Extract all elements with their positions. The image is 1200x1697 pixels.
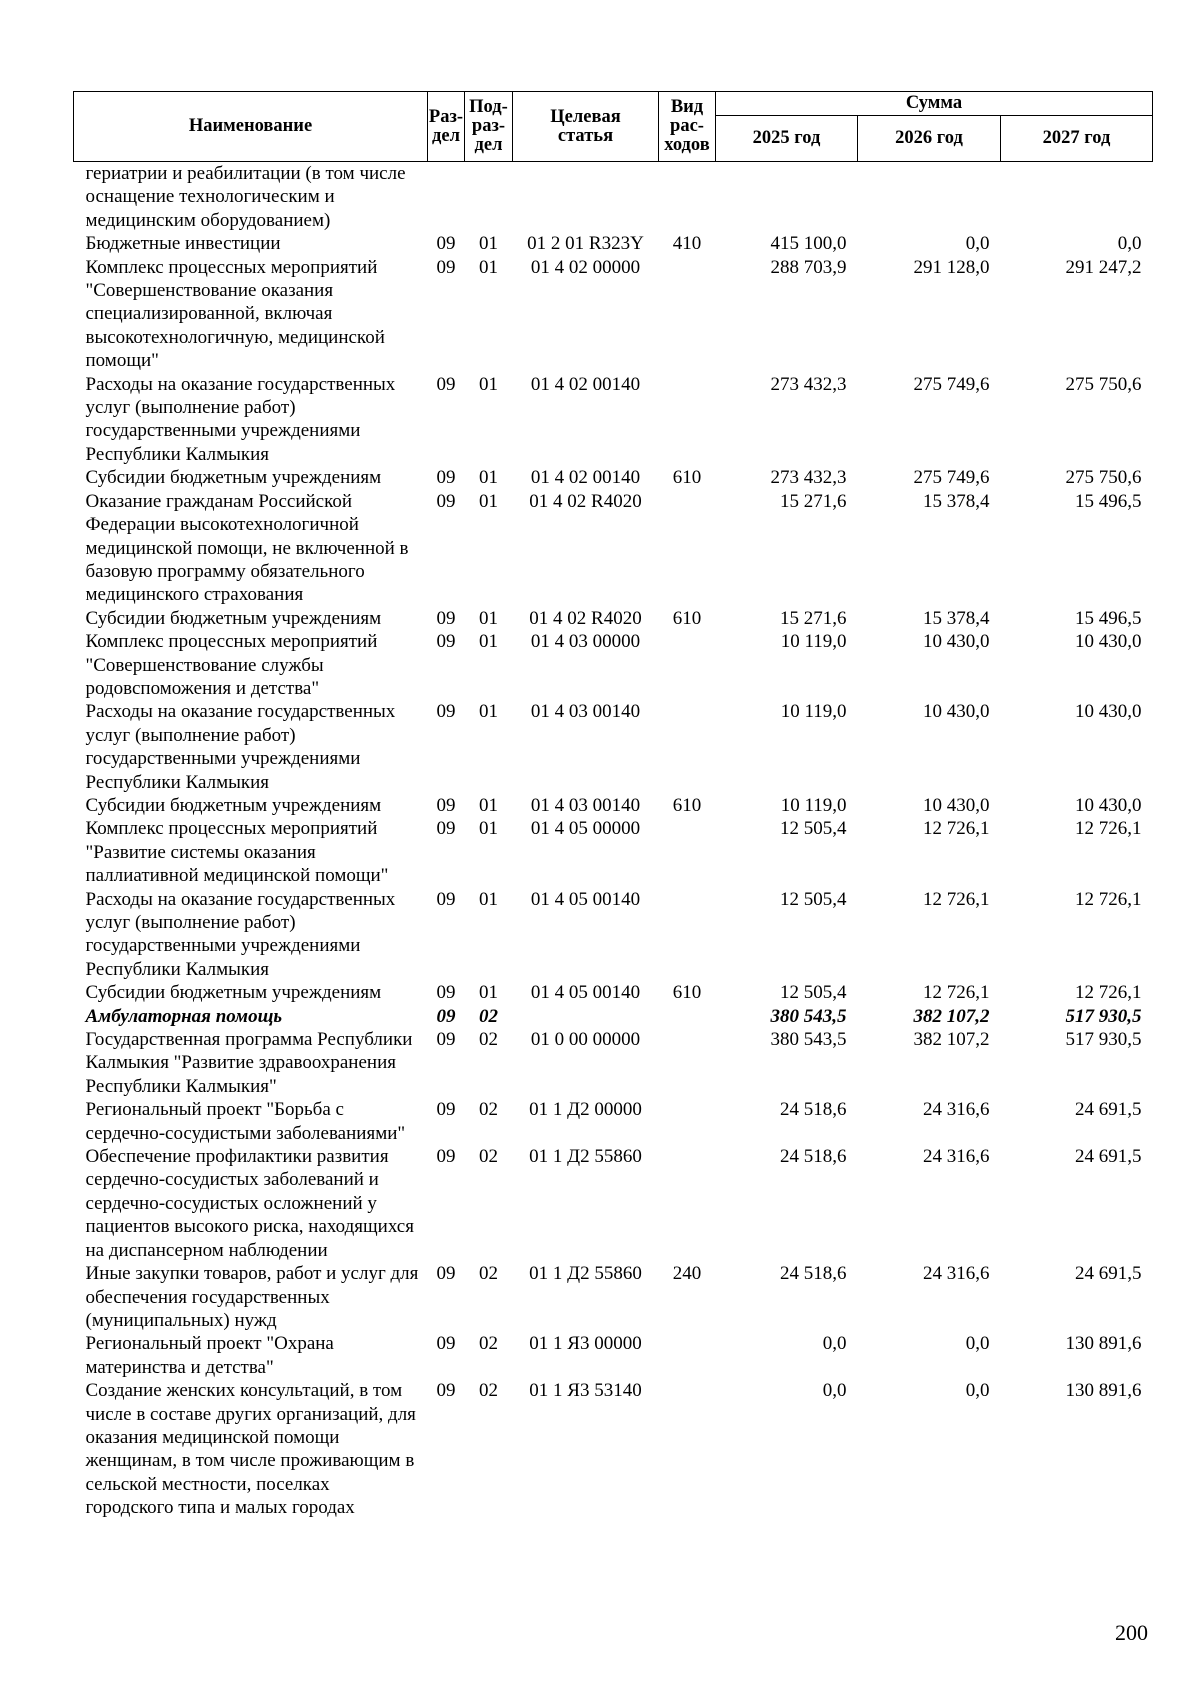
row-subsection: 01 <box>479 490 498 512</box>
row-sum-2026: 0,0 <box>965 233 990 255</box>
row-name: Расходы на оказание государственных услуг (выполнение работ) государственными учреждениями Республики Калмыкия <box>85 888 396 980</box>
row-name: Субсидии бюджетным учреждениям <box>85 607 382 629</box>
row-sum-2026: 291 128,0 <box>913 256 990 278</box>
row-article: 01 1 Д2 55860 <box>529 1146 642 1168</box>
row-section: 09 <box>436 490 456 512</box>
row-sum-2025 <box>716 162 858 233</box>
row-sum-2027: 24 691,5 <box>1075 1099 1142 1121</box>
row-article: 01 1 Я3 00000 <box>529 1333 642 1355</box>
row-sum-2027: 517 930,5 <box>1065 1029 1142 1051</box>
row-name: Комплекс процессных мероприятий "Совершенствование службы родовспоможения и детства" <box>85 631 378 699</box>
row-sum-2027 <box>1001 162 1153 233</box>
table-row <box>74 1005 1153 1028</box>
row-section: 09 <box>436 1146 456 1168</box>
row-name: Расходы на оказание государственных услуг (выполнение работ) государственными учреждениями Республики Калмыкия <box>85 373 396 465</box>
budget-table <box>73 91 1153 1520</box>
row-section: 09 <box>436 701 456 723</box>
row-sum-2026: 0,0 <box>965 1380 990 1402</box>
table-row <box>74 1098 1153 1145</box>
row-sum-2027: 12 726,1 <box>1075 818 1142 840</box>
header-name: Наименование <box>74 92 428 162</box>
row-subsection: 02 <box>479 1146 498 1168</box>
header-year-2026: 2026 год <box>858 116 1001 162</box>
row-sum-2025: 12 505,4 <box>780 818 847 840</box>
row-name: Создание женских консультаций, в том числе в составе других организаций, для оказания медицинской помощи женщинам, в том числе проживающим в сельской местности, поселках городского типа и малых городах <box>85 1380 416 1519</box>
table-row <box>74 794 1153 817</box>
row-section: 09 <box>436 256 456 278</box>
row-sum-2025: 15 271,6 <box>780 607 847 629</box>
row-expense-kind: 610 <box>672 794 702 816</box>
row-section: 09 <box>436 607 456 629</box>
table-row <box>74 1379 1153 1519</box>
table-body <box>74 162 1153 1520</box>
row-article <box>513 1005 659 1028</box>
row-sum-2026: 382 107,2 <box>913 1005 990 1027</box>
row-name: Комплекс процессных мероприятий "Совершенствование оказания специализированной, включая высокотехнологичную, медицинской помощи" <box>85 256 385 372</box>
row-sum-2025: 10 119,0 <box>780 794 847 816</box>
row-subsection: 01 <box>479 818 498 840</box>
row-expense-kind <box>659 373 716 467</box>
row-sum-2026: 0,0 <box>965 1333 990 1355</box>
row-sum-2026: 12 726,1 <box>923 888 990 910</box>
row-article: 01 4 02 00140 <box>530 373 641 395</box>
row-sum-2025: 380 543,5 <box>770 1005 847 1027</box>
header-section: Раз- дел <box>428 92 465 162</box>
row-section: 09 <box>436 982 456 1004</box>
header-article: Целевая статья <box>513 92 659 162</box>
row-sum-2026: 24 316,6 <box>923 1099 990 1121</box>
row-section: 09 <box>436 1099 456 1121</box>
row-sum-2026: 24 316,6 <box>923 1146 990 1168</box>
table-header <box>74 92 1153 162</box>
row-article: 01 4 02 R4020 <box>529 490 642 512</box>
row-name: Государственная программа Республики Калмыкия "Развитие здравоохранения Республики Калмыкия" <box>85 1029 413 1097</box>
row-name: гериатрии и реабилитации (в том числе оснащение технологическим и медицинским оборудованием) <box>85 163 406 231</box>
row-sum-2027: 275 750,6 <box>1065 373 1142 395</box>
row-name: Субсидии бюджетным учреждениям <box>85 467 382 489</box>
row-sum-2027: 12 726,1 <box>1075 982 1142 1004</box>
row-sum-2025: 380 543,5 <box>770 1029 847 1051</box>
table-row <box>74 1028 1153 1098</box>
row-sum-2027: 130 891,6 <box>1065 1380 1142 1402</box>
row-sum-2026: 15 378,4 <box>923 490 990 512</box>
row-name: Бюджетные инвестиции <box>85 233 281 255</box>
header-subsection: Под- раз- дел <box>465 92 513 162</box>
row-sum-2026: 15 378,4 <box>923 607 990 629</box>
table-row <box>74 373 1153 467</box>
row-sum-2026: 24 316,6 <box>923 1263 990 1285</box>
row-sum-2027: 12 726,1 <box>1075 888 1142 910</box>
row-expense-kind: 240 <box>672 1263 702 1285</box>
row-article: 01 4 02 00140 <box>530 467 641 489</box>
row-sum-2025: 12 505,4 <box>780 888 847 910</box>
row-subsection: 01 <box>479 233 498 255</box>
row-name: Иные закупки товаров, работ и услуг для обеспечения государственных (муниципальных) нужд <box>85 1263 419 1331</box>
row-expense-kind <box>659 1145 716 1262</box>
row-expense-kind <box>659 700 716 794</box>
row-sum-2027: 15 496,5 <box>1075 607 1142 629</box>
row-section: 09 <box>436 1005 456 1027</box>
row-article: 01 4 03 00140 <box>530 701 641 723</box>
row-expense-kind <box>659 490 716 607</box>
row-sum-2027: 10 430,0 <box>1075 794 1142 816</box>
row-subsection: 01 <box>479 794 498 816</box>
table-row <box>74 256 1153 373</box>
row-subsection: 01 <box>479 467 498 489</box>
row-sum-2026 <box>858 162 1001 233</box>
table-row <box>74 162 1153 233</box>
row-sum-2025: 24 518,6 <box>780 1099 847 1121</box>
table-row <box>74 1332 1153 1379</box>
row-article: 01 4 02 R4020 <box>529 607 642 629</box>
row-article: 01 4 02 00000 <box>530 256 641 278</box>
row-sum-2027: 291 247,2 <box>1065 256 1142 278</box>
row-article <box>513 162 659 233</box>
row-subsection: 01 <box>479 373 498 395</box>
header-year-2025: 2025 год <box>716 116 858 162</box>
row-sum-2027: 24 691,5 <box>1075 1263 1142 1285</box>
row-subsection: 02 <box>479 1380 498 1402</box>
row-sum-2027: 10 430,0 <box>1075 701 1142 723</box>
row-subsection: 01 <box>479 982 498 1004</box>
row-expense-kind <box>659 630 716 700</box>
row-section: 09 <box>436 467 456 489</box>
row-sum-2027: 130 891,6 <box>1065 1333 1142 1355</box>
row-name: Обеспечение профилактики развития сердечно-сосудистых заболеваний и сердечно-сосудистых осложнений у пациентов высокого риска, находящихся на диспансерном наблюдении <box>85 1146 414 1261</box>
table-row <box>74 888 1153 982</box>
row-sum-2027: 0,0 <box>1117 233 1142 255</box>
row-sum-2026: 10 430,0 <box>923 794 990 816</box>
row-sum-2025: 273 432,3 <box>770 467 847 489</box>
row-sum-2027: 10 430,0 <box>1075 631 1142 653</box>
row-article: 01 4 03 00140 <box>530 794 641 816</box>
row-section: 09 <box>436 888 456 910</box>
header-sum: Сумма <box>716 92 1153 116</box>
row-article: 01 1 Я3 53140 <box>529 1380 642 1402</box>
row-subsection: 01 <box>479 888 498 910</box>
row-expense-kind <box>659 162 716 233</box>
row-sum-2027: 517 930,5 <box>1065 1005 1142 1027</box>
row-name: Субсидии бюджетным учреждениям <box>85 794 382 816</box>
row-name: Расходы на оказание государственных услуг (выполнение работ) государственными учреждениями Республики Калмыкия <box>85 701 396 793</box>
row-expense-kind <box>659 1005 716 1028</box>
row-subsection: 02 <box>479 1333 498 1355</box>
row-sum-2025: 0,0 <box>822 1380 847 1402</box>
row-sum-2026: 12 726,1 <box>923 818 990 840</box>
row-name: Региональный проект "Борьба с сердечно-сосудистыми заболеваниями" <box>85 1099 406 1144</box>
row-subsection: 01 <box>479 607 498 629</box>
row-article: 01 4 05 00140 <box>530 888 641 910</box>
row-section: 09 <box>436 233 456 255</box>
row-subsection <box>465 162 513 233</box>
row-sum-2025: 24 518,6 <box>780 1146 847 1168</box>
row-section: 09 <box>436 1333 456 1355</box>
row-subsection: 02 <box>479 1099 498 1121</box>
row-subsection: 01 <box>479 701 498 723</box>
row-name: Региональный проект "Охрана материнства и детства" <box>85 1333 334 1378</box>
row-expense-kind <box>659 256 716 373</box>
row-expense-kind: 610 <box>672 982 702 1004</box>
row-article: 01 1 Д2 55860 <box>529 1263 642 1285</box>
row-sum-2025: 0,0 <box>822 1333 847 1355</box>
row-sum-2026: 10 430,0 <box>923 701 990 723</box>
row-expense-kind: 610 <box>672 607 702 629</box>
row-name: Комплекс процессных мероприятий "Развитие системы оказания паллиативной медицинской помощи" <box>85 818 389 887</box>
row-sum-2025: 288 703,9 <box>770 256 847 278</box>
row-section: 09 <box>436 794 456 816</box>
row-section: 09 <box>436 1029 456 1051</box>
row-article: 01 4 03 00000 <box>530 631 641 653</box>
row-article: 01 4 05 00000 <box>530 818 641 840</box>
row-expense-kind <box>659 1098 716 1145</box>
row-sum-2026: 382 107,2 <box>913 1029 990 1051</box>
row-expense-kind: 610 <box>672 467 702 489</box>
row-sum-2025: 10 119,0 <box>780 701 847 723</box>
row-sum-2026: 10 430,0 <box>923 631 990 653</box>
row-section: 09 <box>436 818 456 840</box>
row-article: 01 4 05 00140 <box>530 982 641 1004</box>
row-expense-kind: 410 <box>672 233 702 255</box>
row-expense-kind <box>659 1332 716 1379</box>
row-name: Субсидии бюджетным учреждениям <box>85 982 382 1004</box>
row-subsection: 02 <box>479 1005 498 1027</box>
table-row <box>74 700 1153 794</box>
row-section: 09 <box>436 631 456 653</box>
row-subsection: 01 <box>479 631 498 653</box>
row-sum-2026: 275 749,6 <box>913 467 990 489</box>
row-subsection: 02 <box>479 1029 498 1051</box>
row-sum-2025: 15 271,6 <box>780 490 847 512</box>
row-expense-kind <box>659 1379 716 1519</box>
table-row <box>74 466 1153 489</box>
row-sum-2025: 12 505,4 <box>780 982 847 1004</box>
row-article: 01 1 Д2 00000 <box>529 1099 642 1121</box>
row-article: 01 2 01 R323Y <box>527 233 644 255</box>
row-sum-2025: 10 119,0 <box>780 631 847 653</box>
row-sum-2026: 275 749,6 <box>913 373 990 395</box>
row-sum-2025: 415 100,0 <box>770 233 847 255</box>
table-row <box>74 1262 1153 1332</box>
row-sum-2027: 275 750,6 <box>1065 467 1142 489</box>
header-year-2027: 2027 год <box>1001 116 1153 162</box>
row-section: 09 <box>436 1263 456 1285</box>
row-section: 09 <box>436 373 456 395</box>
row-expense-kind <box>659 817 716 887</box>
row-sum-2027: 24 691,5 <box>1075 1146 1142 1168</box>
table-row <box>74 1145 1153 1262</box>
row-article: 01 0 00 00000 <box>530 1029 641 1051</box>
row-name: Оказание гражданам Российской Федерации высокотехнологичной медицинской помощи, не включенной в базовую программу обязательного медицинского страхования <box>85 490 409 606</box>
table-row <box>74 607 1153 630</box>
row-sum-2025: 273 432,3 <box>770 373 847 395</box>
table-row <box>74 490 1153 607</box>
row-section <box>428 162 465 233</box>
table-row <box>74 232 1153 255</box>
header-kind: Вид рас- ходов <box>659 92 716 162</box>
row-subsection: 01 <box>479 256 498 278</box>
row-sum-2027: 15 496,5 <box>1075 490 1142 512</box>
table-row <box>74 630 1153 700</box>
row-expense-kind <box>659 888 716 982</box>
row-name: Амбулаторная помощь <box>85 1005 283 1027</box>
table-row <box>74 981 1153 1004</box>
page-number: 200 <box>1115 1620 1148 1645</box>
row-section: 09 <box>436 1380 456 1402</box>
row-expense-kind <box>659 1028 716 1098</box>
row-sum-2025: 24 518,6 <box>780 1263 847 1285</box>
table-row <box>74 817 1153 887</box>
row-subsection: 02 <box>479 1263 498 1285</box>
row-sum-2026: 12 726,1 <box>923 982 990 1004</box>
